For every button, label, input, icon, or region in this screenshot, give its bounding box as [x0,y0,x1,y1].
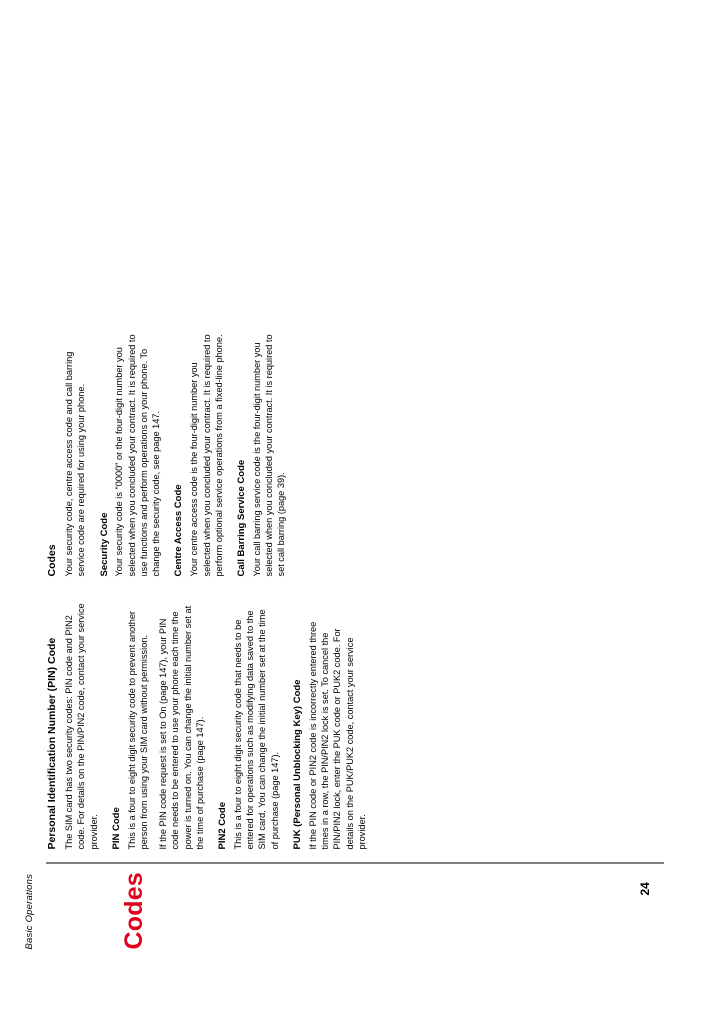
paragraph: Your security code, centre access code and call barring service code are required for using your phone. [64,351,87,576]
section-heading-codes: Codes [46,543,58,576]
subsection-heading-centre-access-code: Centre Access Code [173,483,185,576]
paragraph: If the PIN code request is set to On (page 147), your PIN code needs to be entered to use your phone each time the power is turned on. You can change the initial number set at the time of purchase (page 147). [158,605,205,849]
page-title: Codes [120,871,148,949]
subsection-heading-puk-code: PUK (Personal Unblocking Key) Code [291,679,303,849]
column-divider-rule [46,862,664,863]
paragraph: The SIM card has two security codes: PIN code and PIN2 code. For details on the PIN/PIN2 code, contact your service provider. [64,602,99,849]
paragraph: Your security code is "0000" or the four-digit number you selected when you concluded your contract. It is required to use functions and perform operations on your phone. To change the security code, see page 147. [114,333,162,576]
paragraph: This is a four to eight digit security code that needs to be entered for operations such as modifying data saved to the SIM card. You can change the initial number set at the time of purchase (page 147). [232,608,280,849]
subsection-heading-pin2-code: PIN2 Code [217,801,229,849]
paragraph: This is a four to eight digit security code to prevent another person from using your SIM card without permission. [126,610,149,849]
paragraph: Your call barring service code is the four-digit number you selected when you concluded your contract. It is required to set call barring (page 39). [251,333,287,576]
right-column [46,329,666,576]
left-column [46,602,666,849]
subsection-heading-pin-code: PIN Code [110,806,122,849]
running-head: Basic Operations [24,873,35,949]
text-columns [46,49,666,849]
section-heading-pin: Personal Identification Number (PIN) Code [46,637,58,849]
paragraph: If the PIN code or PIN2 code is incorrectly entered three times in a row, the PIN/PIN2 lock is set. To cancel the PIN/PIN2 lock, enter the PUK code or PUK2 code. For details on the PUK/PUK2 code, contact your service provider. [307,621,367,849]
paragraph: Your centre access code is the four-digit number you selected when you concluded your contract. It is required to perform optional service operations from a fixed-line phone. [189,333,224,576]
subsection-heading-call-barring-service-code: Call Barring Service Code [235,459,247,576]
subsection-heading-security-code: Security Code [98,512,110,576]
page-number: 24 [638,881,652,895]
